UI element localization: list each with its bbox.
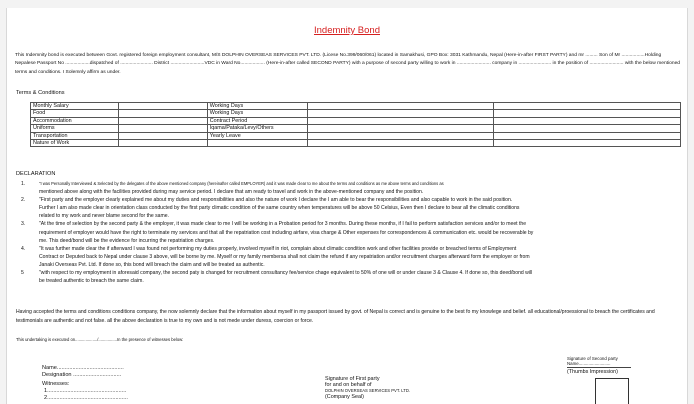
second-party-signature-label: Signature of Second party bbox=[567, 356, 618, 361]
declaration-line: "First party and the employer clearly explained me about my duties and responsibilities and also the nature of work I declare the I am able to bear the responsibilities and also capable to work in the said position. bbox=[39, 197, 513, 204]
terms-cell bbox=[307, 132, 494, 139]
thumb-impression-label: (Thumbs Impression) bbox=[567, 369, 618, 375]
second-party-name-line: Name.......................... bbox=[567, 361, 611, 366]
name-line: Name........................................... bbox=[42, 365, 124, 371]
terms-cell: Monthly Salary bbox=[31, 103, 119, 110]
terms-cell: Working Days bbox=[207, 103, 307, 110]
thumb-impression-box bbox=[595, 378, 629, 404]
declaration-line: related to my work and never blame second for the same. bbox=[39, 213, 169, 220]
declaration-line: Further I am also made clear in orientation class conducted by the first party climatic condition of the same country when temperatures will be above 50 Celsius, Even then I declare to bear all the climatic conditions bbox=[39, 205, 520, 212]
declaration-line: requirement of employer would have the right to terminate my services and that all the repatriation cost including airfare, visa charge & Other expenses for correspondences & communication etc. would be recoverable by bbox=[39, 229, 534, 236]
declaration-number: 3. bbox=[21, 221, 26, 228]
terms-row bbox=[31, 110, 681, 117]
declaration-number: 2. bbox=[21, 197, 26, 204]
terms-cell bbox=[307, 140, 494, 147]
declaration-line: be treated authentic to breach the same claim. bbox=[39, 278, 144, 285]
witness-1-line: 1................................................... bbox=[44, 388, 127, 394]
terms-row bbox=[31, 140, 681, 147]
terms-cell bbox=[494, 110, 681, 117]
terms-cell bbox=[118, 117, 207, 124]
first-party-signature-block bbox=[325, 376, 410, 400]
terms-cell bbox=[494, 117, 681, 124]
company-name: DOLPHIN OVERSEAS SERVICES PVT. LTD. bbox=[325, 388, 411, 393]
terms-row bbox=[31, 132, 681, 139]
terms-cell: Accommodation bbox=[31, 117, 119, 124]
on-behalf-label: for and on behalf of bbox=[325, 382, 372, 388]
terms-cell: Nature of Work bbox=[31, 140, 119, 147]
terms-cell: Working Days bbox=[207, 110, 307, 117]
closing-paragraph: Having accepted the terms and conditions conditions company, the now solemnly declare that the information about myself in my passport issued by govt. of Nepal is correct and is genuine to the best fo my knowlege and belief. all educational/proessional to breach the certificates and testimonials are authentic and not false. all the above declaration is true to my own and is not mede under duress, coercion or force. bbox=[16, 309, 655, 324]
terms-row bbox=[31, 103, 681, 110]
declaration-number: 1. bbox=[21, 181, 26, 187]
declaration-line: Contract or Deputed back to Nepal under clause 3 above, will be borne by me. Myself or my family membersa shall not claim the refund if any repatriation and/or recruitment charges afterward form the employer or from bbox=[39, 253, 530, 260]
terms-cell bbox=[118, 140, 207, 147]
company-seal-label: (Company Seal) bbox=[325, 394, 364, 400]
declaration-heading: DECLARATION bbox=[16, 171, 56, 177]
terms-cell bbox=[118, 110, 207, 117]
terms-cell bbox=[118, 103, 207, 110]
terms-cell bbox=[494, 132, 681, 139]
terms-cell bbox=[494, 125, 681, 132]
declaration-item bbox=[16, 269, 681, 285]
terms-cell: Iqama/Pataka/Levy/Others bbox=[207, 125, 307, 132]
signature-rule bbox=[567, 367, 631, 368]
terms-cell bbox=[207, 140, 307, 147]
declaration-line: "with respect to my employment in aforesaid company, the second paty is changed for recruitment consultancy fee/service chage equivalent to 50% of one will or under clause 3 & Clause 4. If done so, this deed/bond will bbox=[39, 270, 533, 277]
witnesses-label: Witnesses: bbox=[42, 381, 70, 387]
declaration-line: "It was further made clear the if afterward I was found not performing my duties properly, involved myself in riot, complain about climatic condition work and other facilities provide or breached terms of Employment bbox=[39, 245, 517, 252]
terms-cell bbox=[118, 132, 207, 139]
declaration-item bbox=[16, 245, 681, 269]
undertaking-line: This undertaking is executed on.................../................In the presence of witnesses below: bbox=[16, 337, 184, 342]
terms-heading: Terms & Conditions bbox=[16, 90, 65, 96]
document-title: Indemnity Bond bbox=[313, 25, 380, 36]
terms-cell: Contract Period bbox=[207, 117, 307, 124]
terms-cell: Food bbox=[31, 110, 119, 117]
second-party-signature-block bbox=[567, 356, 631, 368]
signatory-block bbox=[42, 365, 128, 402]
declaration-line: "I was Personally Interviewed & Selected by the delegates of the above mentioned company (hereinafter called EMPLOYER) and it was made clear to me about the terms and conditions as me above terms and conditions as bbox=[39, 181, 444, 186]
declaration-line: "At the time of selection by the second party & the employer, it was made clear to me I will be working in a Probation period for 3 months. During these months, if I fail to perform satisfaction services and/or to meet the bbox=[39, 221, 527, 228]
terms-row bbox=[31, 117, 681, 124]
terms-cell bbox=[118, 125, 207, 132]
declaration-item bbox=[16, 220, 681, 244]
terms-cell bbox=[307, 125, 494, 132]
terms-row bbox=[31, 125, 681, 132]
declaration-line: mentioned above along with the facilities provided during may service period. I declare that am ready to travel and work in the above-mentioned company and the position. bbox=[39, 189, 424, 196]
intro-paragraph: This Indemnity bond is executed between Govt. registered foreign employment consultant, M/S DOLPHIN OVERSEAS SERVICES PVT. LTD. (Licese No.399/060/061) located in Samakhusi, GPO Box: 3031 Kathmandu, Nepal (Here-in-after FIRST PARTY) and mr ......... Son of Mr .................Holding Nepalese Passport No ..................dispatched of ........................ District .........................VDC in Ward No.................. (Here-in-after called SECOND PARTY) with a purpose of second party willing to work in ......................... company in ........................ in the position of ......................... with the below mentioned terms and conditions. I Solemnly affirm as under. bbox=[15, 53, 681, 75]
terms-cell bbox=[307, 117, 494, 124]
designation-line: Designation ............................... bbox=[42, 372, 122, 378]
declaration-item bbox=[16, 180, 681, 196]
witness-2-line: 2.................................................... bbox=[44, 395, 128, 401]
terms-cell: Yearly Leave bbox=[207, 132, 307, 139]
declaration-number: 4. bbox=[21, 245, 26, 252]
declaration-item bbox=[16, 196, 681, 220]
terms-cell bbox=[494, 140, 681, 147]
indemnity-bond-document bbox=[6, 8, 688, 404]
terms-cell: Uniforms bbox=[31, 125, 119, 132]
terms-cell: Transportation bbox=[31, 132, 119, 139]
declaration-line: Janaki Overseas Pvt. Ltd. If done so, this bond will breach the claim and will be treated as authentic. bbox=[39, 261, 265, 268]
declaration-number: 5 bbox=[21, 270, 24, 277]
terms-cell bbox=[494, 103, 681, 110]
declaration-list bbox=[16, 180, 681, 285]
terms-cell bbox=[307, 103, 494, 110]
first-party-signature-label: Signature of First party bbox=[325, 376, 380, 382]
terms-table bbox=[30, 102, 681, 147]
declaration-line: me. This deed/bond will be the evidence for incurring the repatriation charges. bbox=[39, 237, 215, 244]
terms-cell bbox=[307, 110, 494, 117]
